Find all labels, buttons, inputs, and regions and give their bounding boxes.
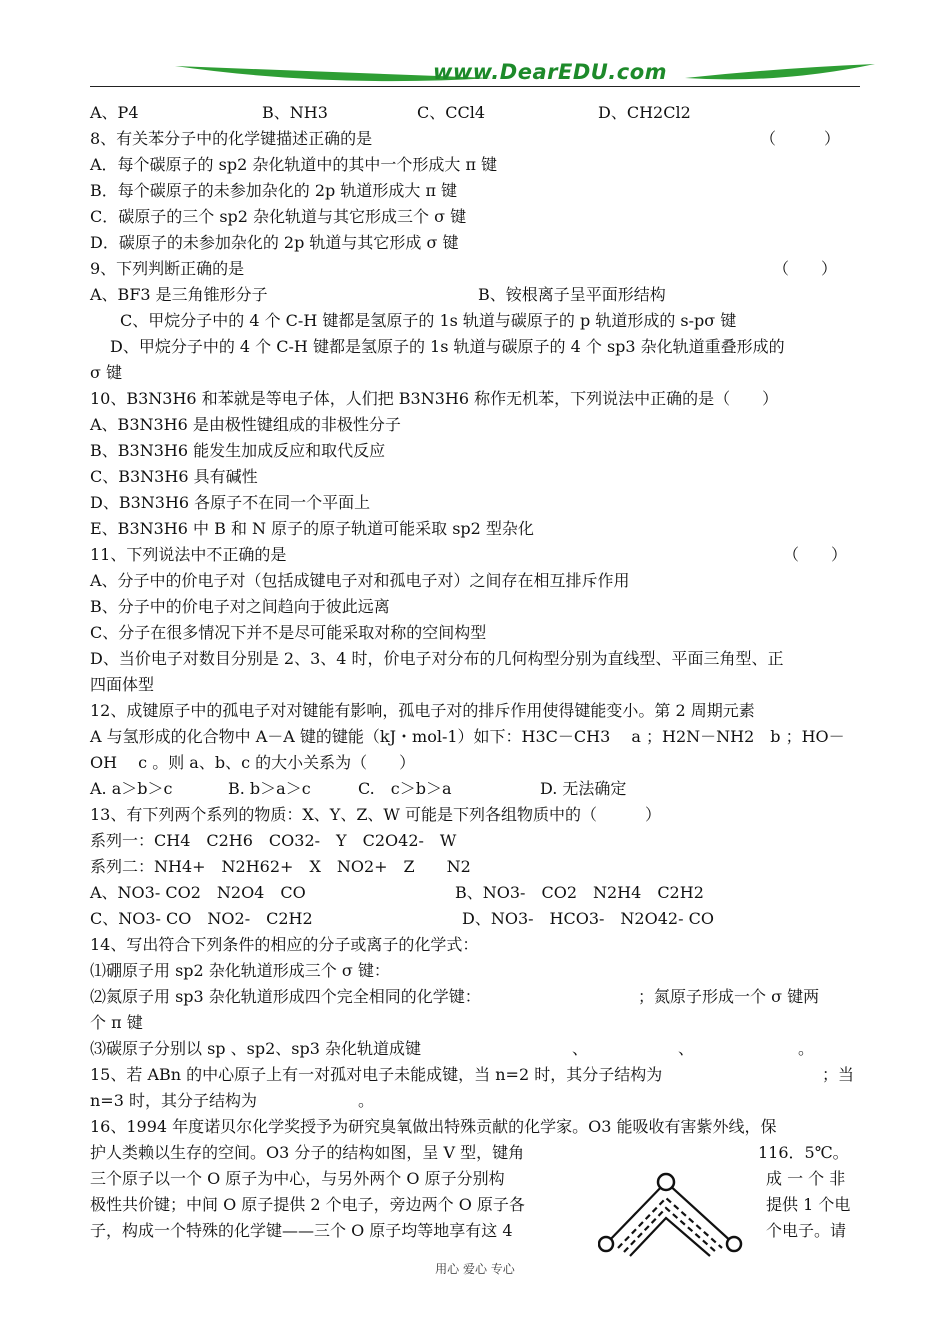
q9-option-d-line2: σ 键: [90, 363, 123, 382]
q7-option-b: B、NH3: [262, 103, 328, 122]
q16-line2-text: 护人类赖以生存的空间。O3 分子的结构如图，呈 V 型，键角: [90, 1143, 525, 1162]
q12-option-c: C. c＞b＞a: [358, 779, 452, 798]
q8-stem: 8、有关苯分子中的化学键描述正确的是: [90, 129, 373, 148]
q12-option-a: A. a＞b＞c: [90, 779, 173, 798]
q9-option-d-line1: D、甲烷分子中的 4 个 C-H 键都是氢原子的 1s 轨道与碳原子的 4 个 sp3 杂化轨道重叠形成的: [110, 337, 785, 356]
q16-line5-text: 子，构成一个特殊的化学键——三个 O 原子均等地享有这 4: [90, 1221, 513, 1240]
q11-stem-line: [90, 542, 865, 568]
q9-option-c: C、甲烷分子中的 4 个 C-H 键都是氢原子的 1s 轨道与碳原子的 p 轨道形成的 s-pσ 键: [120, 311, 737, 330]
q12-line1: 12、成键原子中的孤电子对对键能有影响，孤电子对的排斥作用使得键能变小。第 2 周期元素: [90, 701, 755, 720]
q14-part2-line2: 个 π 键: [90, 1013, 143, 1032]
q9-option-b: B、铵根离子呈平面形结构: [478, 285, 666, 304]
q13-option-a: A、NO3- CO2 N2O4 CO: [90, 883, 306, 902]
q9-options-ab: [90, 282, 865, 308]
central-oxygen-atom: [658, 1174, 674, 1190]
page-header: [90, 58, 860, 90]
q14-stem: 14、写出符合下列条件的相应的分子或离子的化学式：: [90, 935, 479, 954]
q10-stem: 10、B3N3H6 和苯就是等电子体，人们把 B3N3H6 称作无机苯，下列说法中正确的是（ ）: [90, 389, 779, 408]
q14-part3-end: 。: [798, 1039, 815, 1058]
site-logo[interactable]: www.DearEDU.com: [432, 60, 668, 84]
q16-line1: 16、1994 年度诺贝尔化学奖授予为研究臭氧做出特殊贡献的化学家。O3 能吸收有害紫外线，保: [90, 1117, 777, 1136]
ozone-bonds: [606, 1182, 734, 1256]
q15-line2-text: n=3 时，其分子结构为: [90, 1091, 257, 1110]
q8-option-b: B．每个碳原子的未参加杂化的 2p 轨道形成大 π 键: [90, 181, 458, 200]
q13-stem: 13、有下列两个系列的物质：X、Y、Z、W 可能是下列各组物质中的（ ）: [90, 805, 661, 824]
q14-part2-text-b: ；氮原子形成一个 σ 键两: [638, 987, 820, 1006]
q14-part3-sep1: 、: [572, 1039, 589, 1058]
q12-option-b: B. b＞a＞c: [228, 779, 311, 798]
q14-part1: ⑴硼原子用 sp2 杂化轨道形成三个 σ 键：: [90, 961, 390, 980]
q16-line5-right: 个电子。请: [766, 1221, 847, 1240]
q16-line5: [90, 1218, 865, 1244]
q11-option-d-line1: D、当价电子对数目分别是 2、3、4 时，价电子对分布的几何构型分别为直线型、平面三角型、正: [90, 649, 784, 668]
q13-series-1: 系列一：CH4 C2H6 CO32- Y C2O42- W: [90, 831, 457, 850]
q9-answer-paren: （ ）: [773, 259, 838, 278]
q12-line3: OH c 。则 a、b、c 的大小关系为（ ）: [90, 753, 416, 772]
q11-option-a: A、分子中的价电子对（包括成键电子对和孤电子对）之间存在相互排斥作用: [90, 571, 630, 590]
q16-line2: [90, 1140, 865, 1166]
q16-line3: [90, 1166, 865, 1192]
q7-option-a: A、P4: [90, 103, 139, 122]
q16-line4-text: 极性共价键；中间 O 原子提供 2 个电子，旁边两个 O 原子各: [90, 1195, 525, 1214]
q8-option-a: A．每个碳原子的 sp2 杂化轨道中的其中一个形成大 π 键: [90, 155, 498, 174]
q12-line2: A 与氢形成的化合物中 A－A 键的键能（kJ・mol-1）如下：H3C－CH3 a ；H2N－NH2 b ；HO－: [90, 727, 845, 746]
q10-option-b: B、B3N3H6 能发生加成反应和取代反应: [90, 441, 386, 460]
q16-line2-right: 116．5℃。: [758, 1143, 849, 1162]
q13-options-cd: [90, 906, 865, 932]
page-footer: 用心 爱心 专心: [435, 1262, 515, 1276]
left-oxygen-atom: [599, 1237, 613, 1251]
q14-part3-sep2: 、: [678, 1039, 695, 1058]
q12-options: [90, 776, 865, 802]
q8-answer-paren: （ ）: [760, 129, 841, 148]
q7-options: [90, 100, 865, 126]
q11-option-c: C、分子在很多情况下并不是尽可能采取对称的空间构型: [90, 623, 487, 642]
q15-line1-end: ；当: [822, 1065, 855, 1084]
right-oxygen-atom: [727, 1237, 741, 1251]
q12-option-d: D. 无法确定: [540, 779, 627, 798]
q11-option-b: B、分子中的价电子对之间趋向于彼此远离: [90, 597, 390, 616]
q16-line4-right: 提供 1 个电: [766, 1195, 851, 1214]
q15-line2-end: 。: [358, 1091, 375, 1110]
right-swoosh-icon: [680, 58, 880, 88]
q16-line3-right: 成 一 个 非: [766, 1169, 846, 1188]
q8-option-c: C．碳原子的三个 sp2 杂化轨道与其它形成三个 σ 键: [90, 207, 467, 226]
q10-option-d: D、B3N3H6 各原子不在同一个平面上: [90, 493, 371, 512]
q10-option-e: E、B3N3H6 中 B 和 N 原子的原子轨道可能采取 sp2 型杂化: [90, 519, 534, 538]
q15-line2: [90, 1088, 865, 1114]
q13-option-c: C、NO3- CO NO2- C2H2: [90, 909, 313, 928]
q8-stem-line: [90, 126, 865, 152]
q15-line1-text: 15、若 ABn 的中心原子上有一对孤对电子未能成键，当 n=2 时，其分子结构为: [90, 1065, 663, 1084]
q14-part2-text: ⑵氮原子用 sp3 杂化轨道形成四个完全相同的化学键：: [90, 987, 481, 1006]
q7-option-d: D、CH2Cl2: [598, 103, 691, 122]
q13-option-b: B、NO3- CO2 N2H4 C2H2: [455, 883, 704, 902]
q9-option-a: A、BF3 是三角锥形分子: [90, 285, 268, 304]
q13-series-2: 系列二：NH4+ N2H62+ X NO2+ Z N2: [90, 857, 471, 876]
q13-options-ab: [90, 880, 865, 906]
q15-line1: [90, 1062, 865, 1088]
q10-option-a: A、B3N3H6 是由极性键组成的非极性分子: [90, 415, 401, 434]
q8-option-d: D．碳原子的未参加杂化的 2p 轨道与其它形成 σ 键: [90, 233, 459, 252]
q11-option-d-line2: 四面体型: [90, 675, 155, 694]
q10-option-c: C、B3N3H6 具有碱性: [90, 467, 258, 486]
q9-stem: 9、下列判断正确的是: [90, 259, 245, 278]
q9-stem-line: [90, 256, 865, 282]
document-body: [90, 100, 865, 1244]
q14-part3-text: ⑶碳原子分别以 sp 、sp2、sp3 杂化轨道成键: [90, 1039, 421, 1058]
q11-answer-paren: （ ）: [783, 545, 848, 564]
q16-line4: [90, 1192, 865, 1218]
q14-part3-line: [90, 1036, 865, 1062]
ozone-structure-diagram: [598, 1170, 748, 1260]
header-rule: [90, 86, 860, 87]
q13-option-d: D、NO3- HCO3- N2O42- CO: [462, 909, 714, 928]
q16-line3-text: 三个原子以一个 O 原子为中心，与另外两个 O 原子分别构: [90, 1169, 505, 1188]
q11-stem: 11、下列说法中不正确的是: [90, 545, 287, 564]
q14-part2-line1: [90, 984, 865, 1010]
q7-option-c: C、CCl4: [417, 103, 486, 122]
